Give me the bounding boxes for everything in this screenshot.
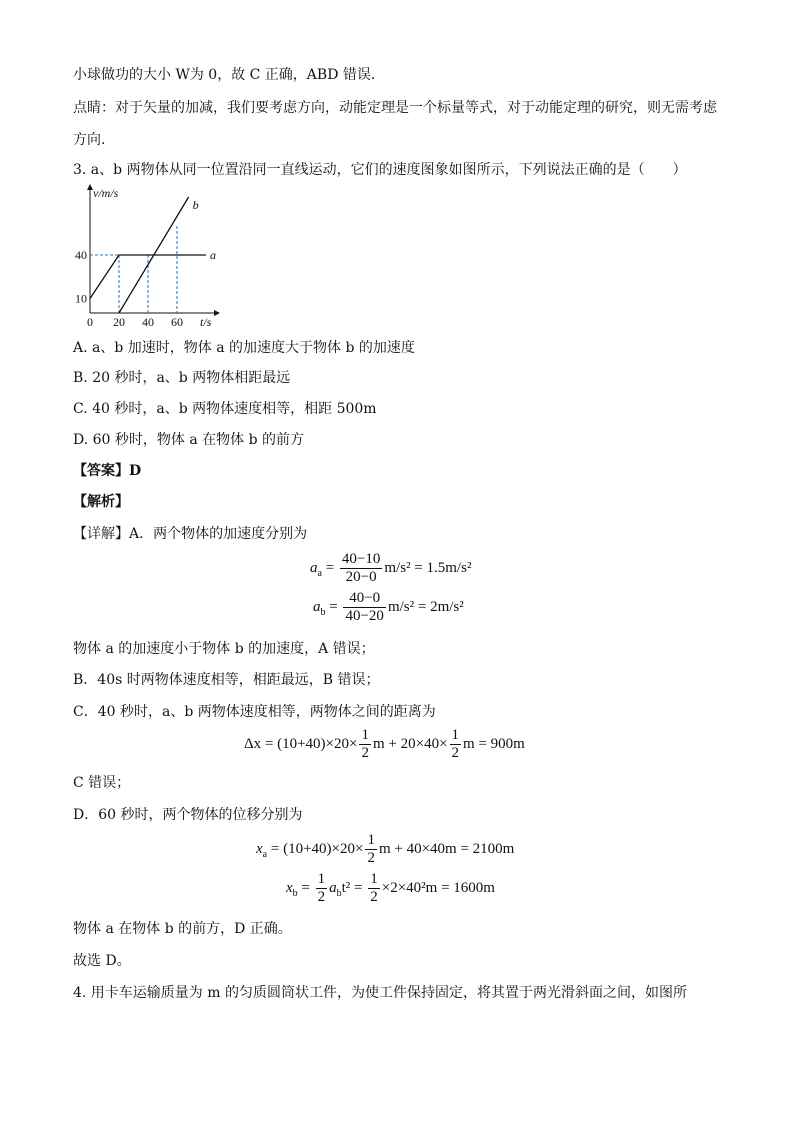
x-tick-label: 60: [171, 315, 183, 329]
equation-xa: $x_a = (10+40)\times 20\times$ $\frac{1}{2}$ m + 40×40m = 2100m: [256, 832, 515, 866]
text-line: D．60 秒时，两个物体的位移分别为: [73, 807, 303, 823]
text-line: 物体 a 的加速度小于物体 b 的加速度，A 错误；: [73, 641, 375, 657]
text-line: 小球做功的大小 W为 0，故 C 正确，ABD 错误．: [73, 67, 385, 83]
option-a: A. a、b 加速时，物体 a 的加速度大于物体 b 的加速度: [73, 340, 415, 356]
series-label-a: a: [210, 248, 216, 262]
note-line: 点睛：对于矢量的加减，我们要考虑方向，动能定理是一个标量等式，对于动能定理的研究，则无需考虑: [73, 100, 717, 116]
equation-aa: $a_a$ = $\frac{40-10}{20-0}$ m/s² = 1.5m/s²: [310, 551, 472, 585]
option-b: B. 20 秒时，a、b 两物体相距最远: [73, 370, 291, 386]
note-line-cont: 方向．: [73, 132, 115, 148]
equation-xb: $x_b$ = $\frac{1}{2}$ $a_bt^2$ = $\frac{1}{2}$ ×2×40²m = 1600m: [286, 871, 495, 905]
y-tick-label: 10: [75, 291, 87, 306]
equation-ab: $a_b$ = $\frac{40-0}{40-20}$ m/s² = 2m/s²: [313, 590, 464, 624]
detail-line: 【详解】A．两个物体的加速度分别为: [73, 526, 308, 542]
text-line: C 错误；: [73, 775, 131, 791]
x-axis-arrow: [214, 310, 220, 316]
velocity-time-chart: [70, 183, 220, 333]
option-d: D. 60 秒时，物体 a 在物体 b 的前方: [73, 432, 304, 448]
text-line: B．40s 时两物体速度相等，相距最远，B 错误；: [73, 672, 380, 688]
analysis-heading: 【解析】: [73, 494, 129, 510]
text-line: 故选 D。: [73, 953, 131, 969]
equation-delta-x: Δx = (10+40)×20× $\frac{1}{2}$ m + 20×40× $\frac{1}{2}$ m = 900m: [244, 727, 525, 761]
option-c: C. 40 秒时，a、b 两物体速度相等，相距 500m: [73, 401, 377, 417]
y-tick-label: 40: [75, 248, 87, 262]
x-axis-label: t/s: [200, 315, 212, 329]
series-label-b: b: [192, 198, 199, 212]
x-tick-label: 40: [142, 315, 154, 329]
question-4: 4. 用卡车运输质量为 m 的匀质圆筒状工件，为使工件保持固定，将其置于两光滑斜面之间，如图所: [73, 985, 687, 1001]
y-axis-label: v/m/s: [93, 186, 119, 200]
x-tick-label: 20: [113, 315, 125, 329]
x-tick-label: 0: [87, 315, 93, 329]
question-3: 3. a、b 两物体从同一位置沿同一直线运动，它们的速度图象如图所示，下列说法正确的是（ ）: [73, 162, 687, 178]
text-line: C．40 秒时，a、b 两物体速度相等，两物体之间的距离为: [73, 704, 436, 720]
answer-line: 【答案】D: [73, 463, 142, 479]
text-line: 物体 a 在物体 b 的前方，D 正确。: [73, 921, 292, 937]
